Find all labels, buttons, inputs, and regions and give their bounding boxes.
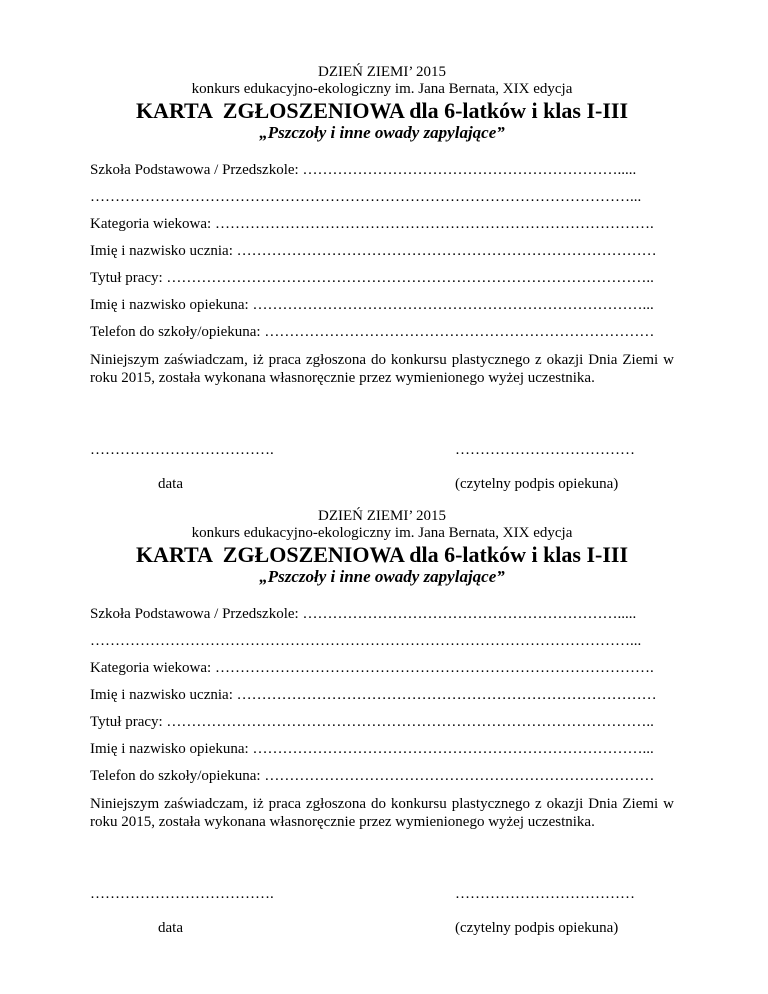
field-age-category[interactable]: Kategoria wiekowa: ……………………………………………………………………………. (90, 660, 654, 676)
form-title: KARTA ZGŁOSZENIOWA dla 6-latków i klas I-III (135, 542, 629, 567)
field-student-name[interactable]: Imię i nazwisko ucznia: ………………………………………………………………………… (90, 687, 657, 703)
date-line[interactable]: ………………………………. (90, 886, 274, 902)
form-subtitle: „Pszczoły i inne owady zapylające” (259, 567, 505, 586)
entry-form-1 (90, 64, 674, 502)
signature-row (90, 886, 674, 946)
field-school[interactable]: Szkoła Podstawowa / Przedszkole: ………………………………………………………..... (90, 162, 637, 178)
declaration-statement: Niniejszym zaświadczam, iż praca zgłoszona do konkursu plastycznego z okazji Dnia Ziemi w roku 2015, została wykonana własnoręcznie przez wymienionego wyżej uczestnika. (90, 796, 674, 830)
field-phone[interactable]: Telefon do szkoły/opiekuna: …………………………………………………………………… (90, 768, 655, 784)
contest-name: konkurs edukacyjno-ekologiczny im. Jana Bernata, XIX edycja (191, 525, 573, 541)
date-label: data (158, 476, 183, 492)
signature-line[interactable]: ……………………………… (455, 442, 635, 458)
form-title: KARTA ZGŁOSZENIOWA dla 6-latków i klas I-III (135, 98, 629, 123)
date-line[interactable]: ………………………………. (90, 442, 274, 458)
form-subtitle: „Pszczoły i inne owady zapylające” (259, 123, 505, 142)
field-school[interactable]: Szkoła Podstawowa / Przedszkole: ………………………………………………………..... (90, 606, 637, 622)
field-phone[interactable]: Telefon do szkoły/opiekuna: …………………………………………………………………… (90, 324, 655, 340)
declaration-statement: Niniejszym zaświadczam, iż praca zgłoszona do konkursu plastycznego z okazji Dnia Ziemi w roku 2015, została wykonana własnoręcznie przez wymienionego wyżej uczestnika. (90, 352, 674, 386)
signature-line[interactable]: ……………………………… (455, 886, 635, 902)
field-student-name[interactable]: Imię i nazwisko ucznia: ………………………………………………………………………… (90, 243, 657, 259)
form-fields (90, 162, 674, 341)
signature-label: (czytelny podpis opiekuna) (455, 476, 619, 492)
field-school-continued[interactable]: ………………………………………………………………………………………………... (90, 633, 642, 649)
field-guardian-name[interactable]: Imię i nazwisko opiekuna: ……………………………………………………………………... (90, 297, 654, 313)
field-age-category[interactable]: Kategoria wiekowa: ……………………………………………………………………………. (90, 216, 654, 232)
field-guardian-name[interactable]: Imię i nazwisko opiekuna: ……………………………………………………………………... (90, 741, 654, 757)
field-school-continued[interactable]: ………………………………………………………………………………………………... (90, 189, 642, 205)
event-name: DZIEŃ ZIEMI’ 2015 (317, 64, 447, 80)
signature-row (90, 442, 674, 502)
field-work-title[interactable]: Tytuł pracy: …………………………………………………………………………………….. (90, 714, 654, 730)
field-work-title[interactable]: Tytuł pracy: …………………………………………………………………………………….. (90, 270, 654, 286)
form-fields (90, 606, 674, 785)
signature-label: (czytelny podpis opiekuna) (455, 920, 619, 936)
contest-name: konkurs edukacyjno-ekologiczny im. Jana Bernata, XIX edycja (191, 81, 573, 97)
event-name: DZIEŃ ZIEMI’ 2015 (317, 508, 447, 524)
date-label: data (158, 920, 183, 936)
entry-form-2 (90, 508, 674, 946)
